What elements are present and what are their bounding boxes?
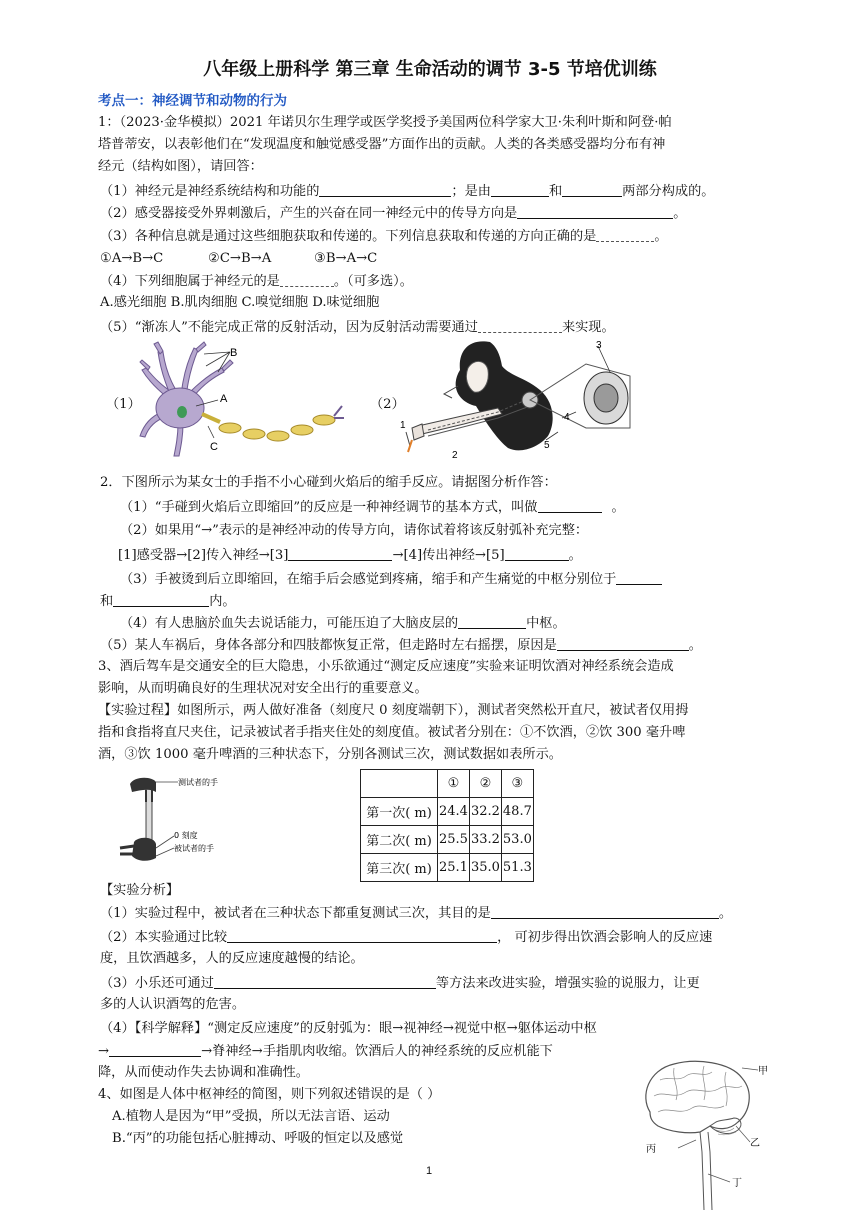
q1-intro-line1: 1：（2023·金华模拟）2021 年诺贝尔生理学或医学奖授予美国两位科学家大卫·朱利叶斯和阿登·帕 (98, 115, 672, 130)
answer-blank[interactable] (109, 1042, 201, 1057)
q2-p3-end: 内。 (209, 594, 236, 609)
answer-blank[interactable] (491, 904, 719, 919)
q2-arc-text2: →[4]传出神经→[5] (392, 548, 505, 563)
answer-blank[interactable] (557, 636, 689, 651)
table-cell: 第三次( m) (361, 854, 438, 882)
q3-analysis-4-end: 降，从而使动作失去协调和准确性。 (98, 1065, 309, 1080)
answer-blank[interactable] (458, 614, 526, 629)
q1-part2 (100, 204, 686, 223)
label-subject-hand: 被试者的手 (174, 844, 214, 853)
q3-a1-end: 。 (718, 906, 733, 921)
table-row (361, 854, 534, 882)
page-number: 1 (426, 1165, 433, 1177)
q4-option-a: A.植物人是因为“甲”受损，所以无法言语、运动 (112, 1109, 390, 1124)
q2-p5-text: （5）某人车祸后，身体各部分和四肢都恢复正常，但走路时左右摇摆，原因是 (100, 638, 557, 653)
q1-option-1: ①A→B→C (100, 251, 164, 266)
q1-choices: A.感光细胞 B.肌肉细胞 C.嗅觉细胞 D.味觉细胞 (100, 295, 380, 310)
section-heading: 考点一：神经调节和动物的行为 (98, 93, 287, 109)
table-cell: 33.2 (469, 826, 501, 854)
q3-analysis-heading: 【实验分析】 (100, 883, 180, 898)
q3-procedure-line2: 指和食指将直尺夹住，记录被试者手指夹住处的刻度值。被试者分别在：①不饮酒，②饮 300 毫升啤 (98, 725, 686, 740)
table-cell: 51.3 (501, 854, 533, 882)
answer-blank[interactable] (517, 204, 673, 219)
q2-part2: （2）如果用“→”表示的是神经冲动的传导方向，请你试着将该反射弧补充完整： (120, 523, 589, 538)
table-header-row (361, 770, 534, 798)
q1-part5 (100, 318, 615, 337)
table-cell: 24.4 (438, 798, 470, 826)
q3-intro-line1: 3、酒后驾车是交通安全的巨大隐患，小乐欲通过“测定反应速度”实验来证明饮酒对神经系统会造成 (98, 659, 674, 674)
q3-intro-line2: 影响，从而明确良好的生理状况对安全出行的重要意义。 (98, 681, 428, 696)
answer-blank[interactable] (319, 182, 451, 197)
q2-reflex-arc (118, 546, 582, 565)
q1-p3-text: （3）各种信息就是通过这些细胞获取和传递的。下列信息获取和传递的方向正确的是 (100, 229, 597, 244)
q2-p1-text: （1）“手碰到火焰后立即缩回”的反应是一种神经调节的基本方式，叫做 (120, 500, 538, 515)
q1-p1-text2: ；是由 (451, 184, 491, 199)
q3-analysis-3 (100, 974, 700, 993)
q2-part3-cont (100, 592, 236, 611)
q1-p2-end: 。 (673, 206, 687, 221)
label-ding: 丁 (732, 1178, 742, 1189)
reflex-arc-diagram (398, 336, 646, 460)
q3-analysis-2 (100, 928, 712, 947)
label-b: B (230, 347, 238, 359)
q1-p1-text: （1）神经元是神经系统结构和功能的 (100, 184, 320, 199)
q1-option-2: ②C→B→A (208, 251, 272, 266)
table-cell: 25.1 (438, 854, 470, 882)
neuron-diagram (138, 340, 346, 458)
label-zero-mark: 0 刻度 (174, 831, 198, 840)
label-5: 5 (544, 440, 550, 451)
figure-label-2: （2） (370, 397, 405, 412)
q1-p5-text: （5）“渐冻人”不能完成正常的反射活动，因为反射活动需要通过 (100, 320, 478, 335)
q3-a3-text2: 等方法来改进实验，增强实验的说服力，让更 (435, 976, 700, 991)
answer-blank[interactable] (227, 928, 497, 943)
table-cell: 32.2 (469, 798, 501, 826)
label-jia: 甲 (758, 1066, 768, 1077)
q1-intro-line3: 经元（结构如图），请回答： (98, 159, 263, 174)
label-1: 1 (400, 420, 406, 431)
table-header-cell: ③ (501, 770, 533, 798)
answer-blank[interactable] (491, 182, 549, 197)
label-4: 4 (564, 412, 570, 423)
q4-option-b: B.“丙”的功能包括心脏搏动、呼吸的恒定以及感觉 (112, 1131, 404, 1146)
q2-arc-end: 。 (568, 548, 582, 563)
q2-part5 (100, 636, 702, 655)
data-table (360, 769, 534, 882)
table-cell: 48.7 (501, 798, 533, 826)
q1-part3 (100, 227, 668, 246)
table-row (361, 826, 534, 854)
table-header-cell (361, 770, 438, 798)
answer-blank[interactable] (616, 570, 662, 585)
page-title: 八年级上册科学 第三章 生命活动的调节 3-5 节培优训练 (203, 59, 657, 80)
q1-p3-end: 。 (654, 229, 668, 244)
label-2: 2 (452, 450, 458, 460)
q3-procedure-line1: 【实验过程】如图所示，两人做好准备（刻度尺 0 刻度端朝下），测试者突然松开直尺，被试者仅用拇 (98, 703, 689, 718)
q3-a4-arrow: → (98, 1044, 110, 1059)
q2-p4-text: （4）有人患脑於血失去说话能力，可能压迫了大脑皮层的 (120, 616, 459, 631)
table-cell: 35.0 (469, 854, 501, 882)
answer-blank[interactable] (478, 318, 562, 333)
q2-part3 (120, 570, 662, 589)
label-3: 3 (596, 340, 602, 351)
q1-part4 (100, 272, 413, 291)
answer-blank[interactable] (596, 227, 654, 242)
table-cell: 第一次( m) (361, 798, 438, 826)
table-row (361, 798, 534, 826)
q3-a4-text: →脊神经→手指肌肉收缩。饮酒后人的神经系统的反应机能下 (201, 1044, 553, 1059)
q3-a2-text2: ， 可初步得出饮酒会影响人的反应速 (497, 930, 713, 945)
q3-analysis-4: （4）【科学解释】“测定反应速度”的反射弧为：眼→视神经→视觉中枢→躯体运动中枢 (100, 1021, 597, 1036)
q2-p3-text: （3）手被烫到后立即缩回，在缩手后会感觉到疼痛，缩手和产生痛觉的中枢分别位于 (120, 572, 617, 587)
answer-blank[interactable] (538, 498, 602, 513)
q2-p3-text2: 和 (100, 594, 114, 609)
q3-analysis-3-cont: 多的人认识酒驾的危害。 (100, 997, 246, 1012)
q4-intro: 4、如图是人体中枢神经的简图，则下列叙述错误的是（ ） (98, 1087, 441, 1102)
table-cell: 53.0 (501, 826, 533, 854)
q2-p5-end: 。 (688, 638, 702, 653)
label-a: A (220, 393, 228, 405)
q2-part1 (120, 498, 625, 517)
q3-a1-text: （1）实验过程中，被试者在三种状态下都重复测试三次，其目的是 (100, 906, 491, 921)
ruler-experiment-figure (116, 774, 256, 866)
q2-p1-end: 。 (611, 500, 625, 515)
table-header-cell: ② (469, 770, 501, 798)
answer-blank[interactable] (214, 974, 436, 989)
q3-procedure-line3: 酒，③饮 1000 毫升啤酒的三种状态下，分别各测试三次，测试数据如表所示。 (98, 747, 562, 762)
table-header-cell: ① (438, 770, 470, 798)
q1-option-3: ③B→A→C (314, 251, 378, 266)
q1-p2-text: （2）感受器接受外界刺激后，产生的兴奋在同一神经元中的传导方向是 (100, 206, 518, 221)
figure-label-1: （1） (106, 397, 141, 412)
q1-p4-end: 。（可多选）。 (333, 274, 413, 289)
q3-analysis-1 (100, 904, 732, 923)
q3-a3-text: （3）小乐还可通过 (100, 976, 214, 991)
label-yi: 乙 (750, 1138, 760, 1149)
table-cell: 25.5 (438, 826, 470, 854)
answer-blank[interactable] (288, 546, 392, 561)
q1-intro-line2: 塔普蒂安，以表彰他们在“发现温度和触觉感受器”方面作出的贡献。人类的各类感受器均分布有神 (98, 137, 666, 152)
label-tester-hand: 测试者的手 (178, 778, 218, 787)
answer-blank[interactable] (280, 272, 334, 287)
label-c: C (210, 441, 218, 453)
q3-a2-text: （2）本实验通过比较 (100, 930, 228, 945)
q1-p1-text4: 两部分构成的。 (622, 184, 715, 199)
table-cell: 第二次( m) (361, 826, 438, 854)
q2-arc-text: [1]感受器→[2]传入神经→[3] (118, 548, 289, 563)
answer-blank[interactable] (113, 592, 209, 607)
q2-intro: 2．下图所示为某女士的手指不小心碰到火焰后的缩手反应。请据图分析作答： (100, 475, 557, 490)
label-bing: 丙 (646, 1144, 656, 1155)
q1-part1 (100, 182, 714, 201)
q1-p1-text3: 和 (548, 184, 563, 199)
q2-p4-end: 中枢。 (526, 616, 566, 631)
q1-p5-end: 来实现。 (561, 320, 615, 335)
answer-blank[interactable] (562, 182, 622, 197)
brain-diagram (634, 1056, 774, 1210)
q2-part4 (120, 614, 566, 633)
answer-blank[interactable] (505, 546, 569, 561)
q3-analysis-4-cont (98, 1042, 553, 1061)
q3-analysis-2-cont: 度，且饮酒越多，人的反应速度越慢的结论。 (100, 951, 364, 966)
q1-p4-text: （4）下列细胞属于神经元的是 (100, 274, 280, 289)
